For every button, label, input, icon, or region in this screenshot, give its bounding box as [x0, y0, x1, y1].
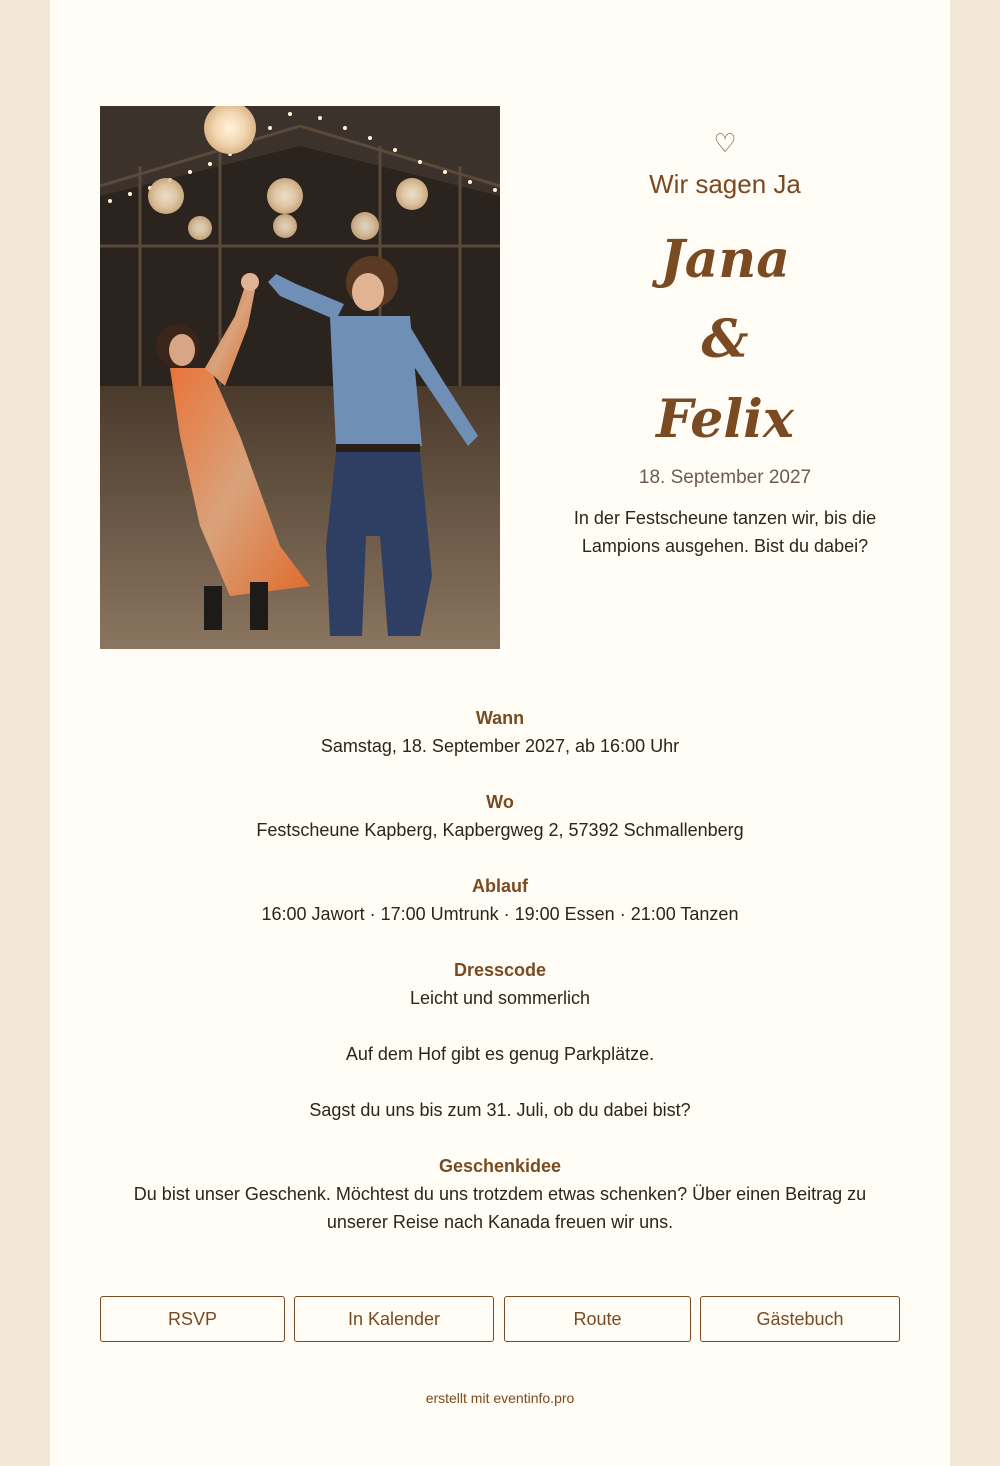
- gift-text: Du bist unser Geschenk. Möchtest du uns trotzdem etwas schenken? Über einen Beitrag zu unserer Reise nach Kanada freuen wir uns.: [133, 1184, 867, 1232]
- name-ampersand: &: [701, 309, 749, 370]
- dresscode-text: Leicht und sommerlich: [409, 988, 591, 1008]
- couple-names: [550, 220, 900, 460]
- tagline: Wir sagen Ja: [649, 169, 801, 199]
- rsvp-note-block: [130, 1096, 870, 1124]
- schedule-label: Ablauf: [472, 876, 528, 896]
- rsvp-button[interactable]: RSVP: [100, 1296, 285, 1342]
- route-button[interactable]: Route: [504, 1296, 691, 1342]
- footer-credit[interactable]: erstellt mit eventinfo.pro: [425, 1390, 575, 1406]
- parking-block: [130, 1040, 870, 1068]
- where-text: Festscheune Kapberg, Kapbergweg 2, 57392 Schmallenberg: [256, 820, 744, 840]
- guestbook-button[interactable]: Gästebuch: [700, 1296, 900, 1342]
- when-block: [130, 704, 870, 760]
- name-second: Felix: [656, 389, 794, 450]
- couple-photo: [100, 106, 500, 649]
- dresscode-label: Dresscode: [453, 960, 547, 980]
- when-label: Wann: [475, 708, 525, 728]
- add-to-calendar-button[interactable]: In Kalender: [294, 1296, 494, 1342]
- parking-text: Auf dem Hof gibt es genug Parkplätze.: [345, 1044, 655, 1064]
- schedule-block: [130, 872, 870, 928]
- event-details: [130, 704, 870, 1264]
- where-label: Wo: [486, 792, 514, 812]
- name-first: Jana: [660, 229, 790, 290]
- heart-outline-icon: ♡: [713, 129, 737, 159]
- when-text: Samstag, 18. September 2027, ab 16:00 Uhr: [320, 736, 680, 756]
- intro-text: In der Festscheune tanzen wir, bis die Lampions ausgehen. Bist du dabei?: [573, 508, 877, 556]
- where-block: [130, 788, 870, 844]
- gift-label: Geschenkidee: [438, 1156, 562, 1176]
- wedding-date: 18. September 2027: [638, 467, 812, 488]
- intro-section: [550, 124, 900, 560]
- rsvp-note: Sagst du uns bis zum 31. Juli, ob du dabei bist?: [309, 1100, 691, 1120]
- invitation-card: [50, 0, 950, 1466]
- gift-block: [130, 1152, 870, 1236]
- action-buttons: [100, 1296, 900, 1342]
- schedule-text: 16:00 Jawort · 17:00 Umtrunk · 19:00 Essen · 21:00 Tanzen: [261, 904, 739, 924]
- dresscode-block: [130, 956, 870, 1012]
